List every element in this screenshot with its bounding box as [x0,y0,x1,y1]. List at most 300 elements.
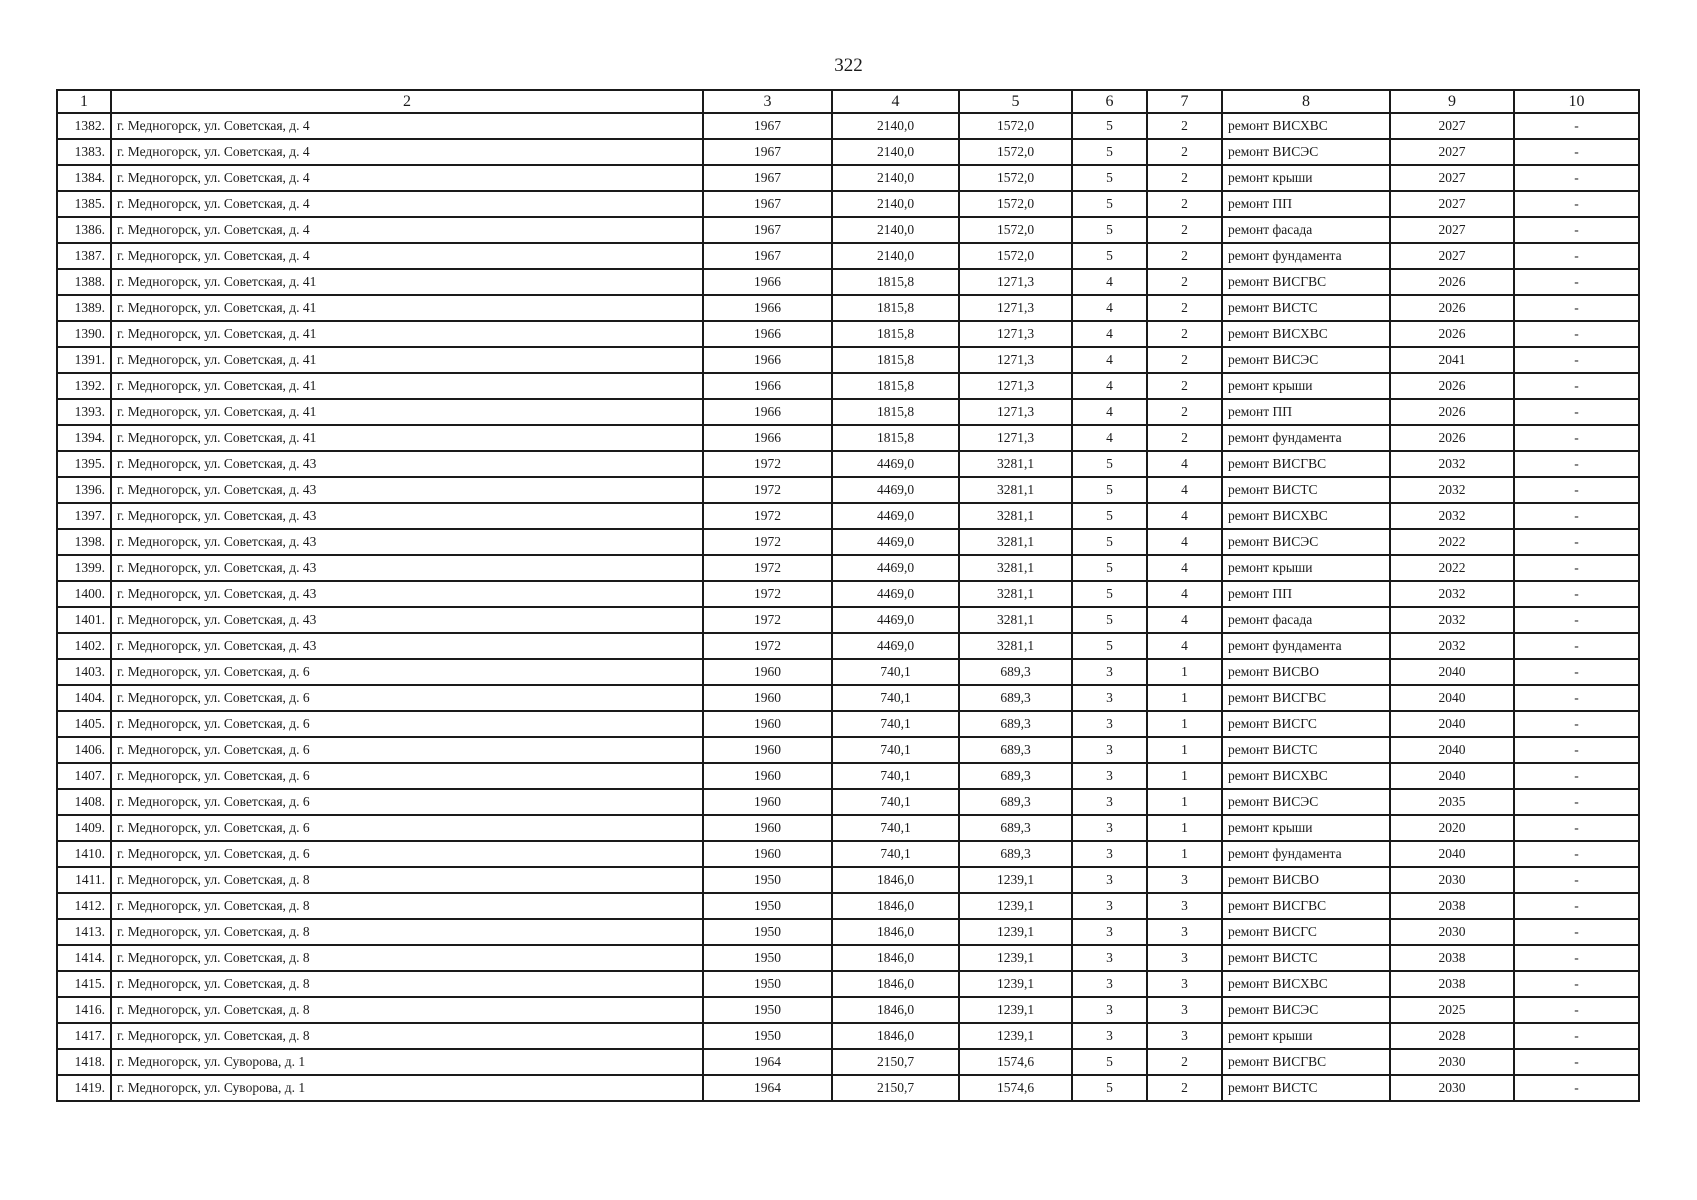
cell-living-area: 1271,3 [959,321,1072,347]
cell-total-area: 1815,8 [832,269,959,295]
column-header: 4 [832,90,959,113]
table-row [57,711,1639,737]
cell-row-number: 1416. [57,997,111,1023]
cell-address: г. Медногорск, ул. Советская, д. 6 [111,659,703,685]
table-row [57,191,1639,217]
cell-planned-year: 2027 [1390,243,1514,269]
cell-note: - [1514,841,1639,867]
cell-note: - [1514,581,1639,607]
cell-total-area: 740,1 [832,841,959,867]
cell-planned-year: 2040 [1390,659,1514,685]
cell-row-number: 1383. [57,139,111,165]
cell-total-area: 4469,0 [832,633,959,659]
cell-entrances: 3 [1147,997,1222,1023]
cell-floors: 5 [1072,633,1147,659]
cell-year-built: 1972 [703,503,832,529]
cell-floors: 3 [1072,867,1147,893]
cell-address: г. Медногорск, ул. Советская, д. 41 [111,321,703,347]
cell-row-number: 1384. [57,165,111,191]
cell-planned-year: 2040 [1390,763,1514,789]
cell-work-type: ремонт ВИСХВС [1222,503,1390,529]
cell-work-type: ремонт ВИСГВС [1222,451,1390,477]
cell-address: г. Медногорск, ул. Советская, д. 4 [111,139,703,165]
cell-entrances: 2 [1147,373,1222,399]
cell-note: - [1514,919,1639,945]
cell-living-area: 1271,3 [959,425,1072,451]
cell-planned-year: 2035 [1390,789,1514,815]
cell-work-type: ремонт ВИСТС [1222,1075,1390,1101]
cell-address: г. Медногорск, ул. Советская, д. 43 [111,581,703,607]
cell-year-built: 1960 [703,789,832,815]
cell-address: г. Медногорск, ул. Советская, д. 41 [111,373,703,399]
cell-floors: 4 [1072,295,1147,321]
cell-address: г. Медногорск, ул. Советская, д. 4 [111,165,703,191]
cell-year-built: 1964 [703,1075,832,1101]
cell-year-built: 1967 [703,243,832,269]
cell-planned-year: 2038 [1390,971,1514,997]
cell-work-type: ремонт фундамента [1222,243,1390,269]
cell-address: г. Медногорск, ул. Советская, д. 41 [111,347,703,373]
cell-planned-year: 2025 [1390,997,1514,1023]
cell-year-built: 1960 [703,763,832,789]
cell-living-area: 3281,1 [959,477,1072,503]
cell-address: г. Медногорск, ул. Советская, д. 43 [111,607,703,633]
cell-living-area: 689,3 [959,815,1072,841]
cell-note: - [1514,893,1639,919]
cell-work-type: ремонт ВИСВО [1222,659,1390,685]
cell-row-number: 1398. [57,529,111,555]
cell-work-type: ремонт ВИСТС [1222,945,1390,971]
table-row [57,269,1639,295]
cell-row-number: 1397. [57,503,111,529]
cell-work-type: ремонт ВИСГВС [1222,1049,1390,1075]
cell-address: г. Медногорск, ул. Советская, д. 8 [111,997,703,1023]
cell-floors: 3 [1072,763,1147,789]
cell-work-type: ремонт ПП [1222,399,1390,425]
cell-row-number: 1413. [57,919,111,945]
cell-planned-year: 2038 [1390,893,1514,919]
cell-total-area: 740,1 [832,659,959,685]
cell-row-number: 1419. [57,1075,111,1101]
cell-living-area: 3281,1 [959,503,1072,529]
cell-entrances: 2 [1147,295,1222,321]
cell-entrances: 3 [1147,867,1222,893]
cell-year-built: 1950 [703,945,832,971]
cell-note: - [1514,139,1639,165]
cell-planned-year: 2027 [1390,217,1514,243]
cell-total-area: 1815,8 [832,321,959,347]
cell-entrances: 1 [1147,659,1222,685]
column-header: 1 [57,90,111,113]
cell-entrances: 4 [1147,451,1222,477]
cell-entrances: 1 [1147,789,1222,815]
cell-total-area: 4469,0 [832,477,959,503]
cell-planned-year: 2032 [1390,607,1514,633]
cell-work-type: ремонт ВИСТС [1222,295,1390,321]
cell-note: - [1514,425,1639,451]
cell-floors: 3 [1072,1023,1147,1049]
cell-living-area: 689,3 [959,685,1072,711]
cell-note: - [1514,477,1639,503]
cell-work-type: ремонт крыши [1222,1023,1390,1049]
cell-entrances: 2 [1147,165,1222,191]
cell-work-type: ремонт крыши [1222,815,1390,841]
cell-planned-year: 2028 [1390,1023,1514,1049]
cell-note: - [1514,997,1639,1023]
column-header: 8 [1222,90,1390,113]
cell-note: - [1514,243,1639,269]
table-body [57,113,1639,1101]
cell-floors: 4 [1072,269,1147,295]
cell-entrances: 2 [1147,243,1222,269]
cell-planned-year: 2041 [1390,347,1514,373]
cell-planned-year: 2027 [1390,165,1514,191]
cell-work-type: ремонт ВИСГВС [1222,269,1390,295]
cell-living-area: 1239,1 [959,997,1072,1023]
cell-entrances: 1 [1147,737,1222,763]
cell-floors: 5 [1072,139,1147,165]
table-row [57,789,1639,815]
table-row [57,243,1639,269]
cell-floors: 3 [1072,971,1147,997]
table-row [57,451,1639,477]
cell-year-built: 1972 [703,607,832,633]
cell-living-area: 1271,3 [959,399,1072,425]
cell-living-area: 3281,1 [959,529,1072,555]
cell-row-number: 1391. [57,347,111,373]
table-row [57,919,1639,945]
column-header: 9 [1390,90,1514,113]
column-header: 7 [1147,90,1222,113]
cell-work-type: ремонт фундамента [1222,841,1390,867]
cell-note: - [1514,113,1639,139]
cell-total-area: 2140,0 [832,139,959,165]
cell-address: г. Медногорск, ул. Советская, д. 8 [111,971,703,997]
cell-year-built: 1960 [703,737,832,763]
cell-floors: 3 [1072,789,1147,815]
cell-total-area: 4469,0 [832,451,959,477]
cell-living-area: 689,3 [959,841,1072,867]
column-number-row [57,90,1639,113]
cell-year-built: 1967 [703,165,832,191]
cell-floors: 5 [1072,243,1147,269]
cell-living-area: 1572,0 [959,139,1072,165]
cell-floors: 3 [1072,997,1147,1023]
cell-note: - [1514,737,1639,763]
cell-entrances: 4 [1147,529,1222,555]
cell-row-number: 1400. [57,581,111,607]
table-row [57,165,1639,191]
cell-year-built: 1960 [703,685,832,711]
table-row [57,1049,1639,1075]
cell-year-built: 1960 [703,659,832,685]
cell-planned-year: 2027 [1390,139,1514,165]
cell-work-type: ремонт ВИСЭС [1222,997,1390,1023]
cell-row-number: 1410. [57,841,111,867]
cell-year-built: 1950 [703,893,832,919]
cell-note: - [1514,633,1639,659]
cell-total-area: 4469,0 [832,555,959,581]
cell-floors: 5 [1072,1075,1147,1101]
cell-year-built: 1950 [703,919,832,945]
table-row [57,971,1639,997]
cell-living-area: 1572,0 [959,217,1072,243]
cell-note: - [1514,815,1639,841]
cell-row-number: 1405. [57,711,111,737]
cell-floors: 3 [1072,685,1147,711]
cell-living-area: 1572,0 [959,191,1072,217]
cell-planned-year: 2038 [1390,945,1514,971]
cell-year-built: 1950 [703,971,832,997]
cell-floors: 5 [1072,191,1147,217]
cell-total-area: 1815,8 [832,373,959,399]
cell-work-type: ремонт ВИСГВС [1222,893,1390,919]
cell-year-built: 1966 [703,295,832,321]
cell-note: - [1514,269,1639,295]
cell-note: - [1514,1049,1639,1075]
cell-address: г. Медногорск, ул. Советская, д. 6 [111,763,703,789]
cell-work-type: ремонт ВИСВО [1222,867,1390,893]
cell-floors: 3 [1072,711,1147,737]
cell-row-number: 1412. [57,893,111,919]
cell-address: г. Медногорск, ул. Советская, д. 41 [111,399,703,425]
cell-total-area: 740,1 [832,789,959,815]
cell-planned-year: 2026 [1390,399,1514,425]
cell-row-number: 1394. [57,425,111,451]
cell-row-number: 1401. [57,607,111,633]
cell-planned-year: 2040 [1390,841,1514,867]
column-header: 10 [1514,90,1639,113]
cell-address: г. Медногорск, ул. Советская, д. 6 [111,685,703,711]
cell-address: г. Медногорск, ул. Советская, д. 41 [111,269,703,295]
table-row [57,867,1639,893]
table-row [57,1075,1639,1101]
table-row [57,555,1639,581]
cell-row-number: 1411. [57,867,111,893]
cell-note: - [1514,607,1639,633]
page-number: 322 [834,55,863,76]
cell-entrances: 2 [1147,321,1222,347]
cell-year-built: 1972 [703,581,832,607]
cell-planned-year: 2022 [1390,529,1514,555]
table-row [57,347,1639,373]
cell-note: - [1514,867,1639,893]
cell-planned-year: 2032 [1390,633,1514,659]
cell-living-area: 1239,1 [959,893,1072,919]
cell-planned-year: 2027 [1390,191,1514,217]
cell-year-built: 1960 [703,841,832,867]
cell-total-area: 740,1 [832,685,959,711]
cell-note: - [1514,295,1639,321]
cell-note: - [1514,165,1639,191]
cell-entrances: 2 [1147,191,1222,217]
cell-work-type: ремонт ПП [1222,191,1390,217]
cell-address: г. Медногорск, ул. Советская, д. 43 [111,503,703,529]
cell-row-number: 1409. [57,815,111,841]
cell-entrances: 2 [1147,399,1222,425]
cell-work-type: ремонт фундамента [1222,633,1390,659]
cell-address: г. Медногорск, ул. Советская, д. 4 [111,191,703,217]
cell-floors: 5 [1072,477,1147,503]
cell-work-type: ремонт ВИСЭС [1222,347,1390,373]
cell-entrances: 1 [1147,815,1222,841]
cell-note: - [1514,945,1639,971]
cell-row-number: 1402. [57,633,111,659]
cell-planned-year: 2027 [1390,113,1514,139]
cell-note: - [1514,217,1639,243]
cell-note: - [1514,529,1639,555]
cell-planned-year: 2030 [1390,867,1514,893]
cell-living-area: 1271,3 [959,295,1072,321]
cell-address: г. Медногорск, ул. Советская, д. 4 [111,113,703,139]
cell-entrances: 4 [1147,503,1222,529]
cell-note: - [1514,1075,1639,1101]
cell-address: г. Медногорск, ул. Советская, д. 8 [111,867,703,893]
cell-row-number: 1404. [57,685,111,711]
cell-year-built: 1966 [703,321,832,347]
cell-total-area: 2140,0 [832,165,959,191]
table-row [57,1023,1639,1049]
cell-address: г. Медногорск, ул. Советская, д. 8 [111,1023,703,1049]
cell-row-number: 1418. [57,1049,111,1075]
column-header: 6 [1072,90,1147,113]
cell-year-built: 1950 [703,997,832,1023]
cell-address: г. Медногорск, ул. Советская, д. 43 [111,451,703,477]
cell-living-area: 1239,1 [959,919,1072,945]
table-row [57,529,1639,555]
cell-entrances: 3 [1147,893,1222,919]
cell-address: г. Медногорск, ул. Суворова, д. 1 [111,1049,703,1075]
cell-entrances: 4 [1147,581,1222,607]
cell-total-area: 740,1 [832,737,959,763]
cell-planned-year: 2032 [1390,477,1514,503]
cell-entrances: 3 [1147,945,1222,971]
column-header: 5 [959,90,1072,113]
cell-address: г. Медногорск, ул. Советская, д. 43 [111,477,703,503]
cell-planned-year: 2032 [1390,503,1514,529]
cell-year-built: 1972 [703,633,832,659]
table-row [57,763,1639,789]
cell-work-type: ремонт ВИСГС [1222,919,1390,945]
cell-row-number: 1407. [57,763,111,789]
cell-planned-year: 2026 [1390,295,1514,321]
cell-floors: 5 [1072,165,1147,191]
cell-year-built: 1967 [703,217,832,243]
cell-floors: 3 [1072,919,1147,945]
cell-entrances: 3 [1147,971,1222,997]
cell-living-area: 3281,1 [959,581,1072,607]
cell-note: - [1514,399,1639,425]
cell-work-type: ремонт ВИСХВС [1222,113,1390,139]
cell-living-area: 1271,3 [959,269,1072,295]
cell-row-number: 1395. [57,451,111,477]
cell-address: г. Медногорск, ул. Советская, д. 4 [111,243,703,269]
table-row [57,373,1639,399]
cell-entrances: 4 [1147,607,1222,633]
cell-planned-year: 2020 [1390,815,1514,841]
cell-living-area: 689,3 [959,737,1072,763]
cell-total-area: 2140,0 [832,113,959,139]
cell-planned-year: 2040 [1390,685,1514,711]
table-row [57,503,1639,529]
cell-year-built: 1967 [703,113,832,139]
cell-total-area: 1815,8 [832,399,959,425]
cell-note: - [1514,347,1639,373]
cell-row-number: 1399. [57,555,111,581]
cell-work-type: ремонт ВИСЭС [1222,789,1390,815]
cell-total-area: 1846,0 [832,1023,959,1049]
cell-note: - [1514,789,1639,815]
cell-year-built: 1967 [703,191,832,217]
cell-work-type: ремонт крыши [1222,555,1390,581]
cell-note: - [1514,685,1639,711]
table-row [57,997,1639,1023]
cell-row-number: 1406. [57,737,111,763]
cell-total-area: 1846,0 [832,867,959,893]
cell-year-built: 1972 [703,555,832,581]
cell-work-type: ремонт ВИСХВС [1222,321,1390,347]
table-row [57,945,1639,971]
table-row [57,659,1639,685]
cell-row-number: 1396. [57,477,111,503]
cell-year-built: 1950 [703,867,832,893]
table-row [57,581,1639,607]
cell-work-type: ремонт ВИСХВС [1222,763,1390,789]
cell-floors: 5 [1072,555,1147,581]
cell-total-area: 1846,0 [832,919,959,945]
cell-total-area: 2140,0 [832,191,959,217]
cell-entrances: 1 [1147,685,1222,711]
cell-living-area: 1239,1 [959,867,1072,893]
cell-year-built: 1960 [703,711,832,737]
cell-floors: 4 [1072,347,1147,373]
cell-note: - [1514,1023,1639,1049]
cell-total-area: 1815,8 [832,347,959,373]
cell-year-built: 1966 [703,269,832,295]
cell-entrances: 2 [1147,269,1222,295]
cell-total-area: 2140,0 [832,243,959,269]
cell-work-type: ремонт крыши [1222,165,1390,191]
cell-floors: 5 [1072,217,1147,243]
cell-year-built: 1972 [703,451,832,477]
cell-living-area: 689,3 [959,711,1072,737]
cell-total-area: 1846,0 [832,893,959,919]
table-row [57,815,1639,841]
cell-entrances: 4 [1147,477,1222,503]
cell-total-area: 1846,0 [832,997,959,1023]
cell-floors: 3 [1072,841,1147,867]
cell-floors: 5 [1072,113,1147,139]
column-header: 3 [703,90,832,113]
cell-note: - [1514,555,1639,581]
cell-year-built: 1966 [703,425,832,451]
table-row [57,633,1639,659]
table-row [57,295,1639,321]
table-row [57,321,1639,347]
cell-planned-year: 2026 [1390,269,1514,295]
cell-living-area: 1271,3 [959,373,1072,399]
cell-address: г. Медногорск, ул. Советская, д. 41 [111,295,703,321]
cell-work-type: ремонт ВИСТС [1222,477,1390,503]
cell-address: г. Медногорск, ул. Советская, д. 43 [111,633,703,659]
cell-planned-year: 2030 [1390,919,1514,945]
cell-floors: 5 [1072,1049,1147,1075]
cell-planned-year: 2030 [1390,1075,1514,1101]
cell-living-area: 3281,1 [959,607,1072,633]
cell-planned-year: 2032 [1390,451,1514,477]
table-row [57,139,1639,165]
cell-total-area: 1846,0 [832,971,959,997]
